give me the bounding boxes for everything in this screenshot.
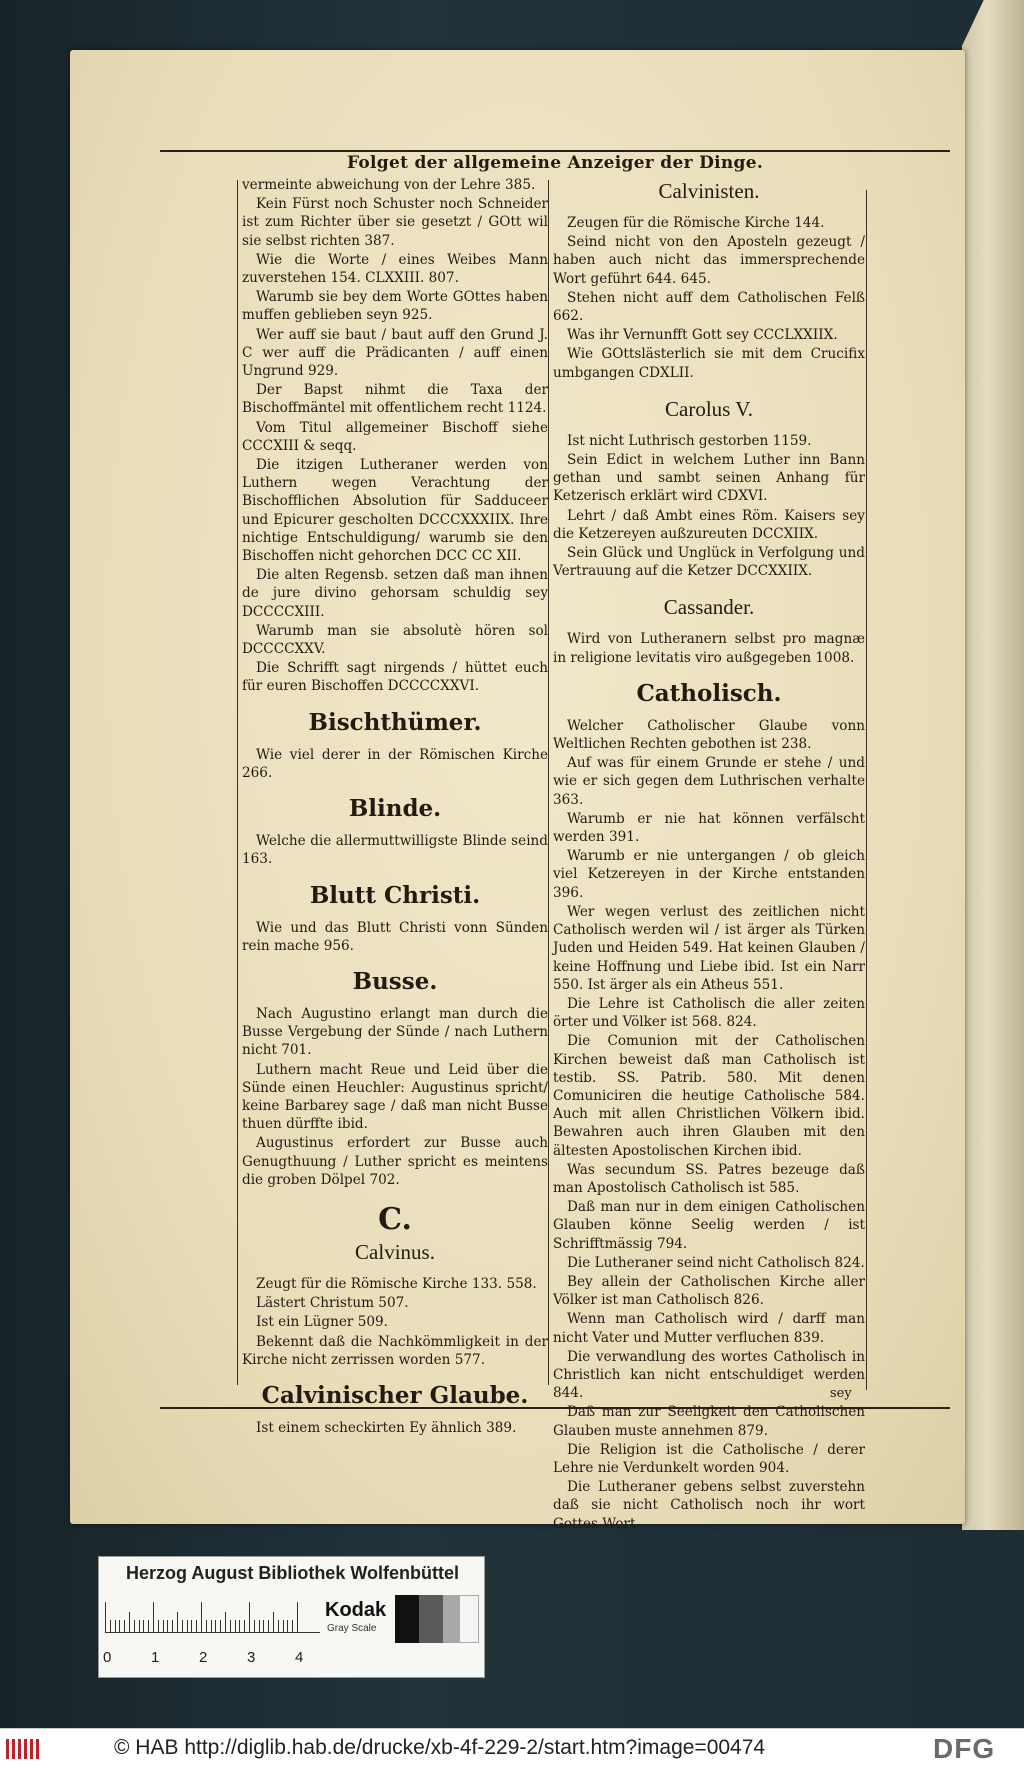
ruler-tick [287,1620,288,1632]
index-entry: Wer auff sie baut / baut auff den Grund J. C wer auff die Prädicanten / auff einen Ungrund 929. [242,326,548,380]
ruler-tick [105,1602,106,1632]
ruler-tick [211,1620,212,1632]
index-entry: vermeinte abweichung von der Lehre 385. [242,177,536,193]
index-entry: Lästert Christum 507. [256,1295,409,1312]
section-heading: Busse. [352,967,438,995]
section-heading: Cassander. [663,595,755,620]
ruler-tick [259,1620,260,1632]
ruler-tick [292,1620,293,1632]
ruler-tick [187,1620,188,1632]
ruler-tick [244,1620,245,1632]
index-entry: Wer wegen verlust des zeitlichen nicht Catholisch werden wil / ist ärger als Türken Juden und Heiden 549. Hat keinen Glauben / keine Hoffnung und Liebe ibid. Ist ein Narr 550. Ist ärger als ein Atheus 551. [553,903,865,993]
ruler-tick [225,1612,226,1632]
index-entry: Wenn man Catholisch wird / darff man nicht Vater und Mutter verfluchen 839. [553,1311,865,1346]
section-heading: Bischthümer. [308,708,482,736]
ruler-label: 1 [151,1649,160,1666]
index-entry: Die itzigen Lutheraner werden von Luthern wegen Verachtung der Bischofflichen Absolution für Sadduceer und Epicurer gescholten DCCCXXXIIX. Ihre nichtige Entschuldigung/ warumb sie den Bischoffen nicht gehorchen DCC CC XII. [242,457,548,565]
index-entry: Luthern macht Reue und Leid über die Sünde einen Heuchler: Augustinus spricht/ keine Barbarey sage / daß man nicht Busse thuen dürffte ibid. [242,1061,548,1133]
index-entry: Zeugen für die Römische Kirche 144. [567,215,825,231]
ruler-tick [110,1620,111,1632]
section-heading: Carolus V. [665,396,753,421]
hab-logo-icon [4,1736,44,1762]
index-entry: Die Lehre ist Catholisch die aller zeiten örter und Völker ist 568. 824. [553,995,865,1031]
kodak-logo: Kodak [325,1599,387,1621]
index-entry: Was secundum SS. Patres bezeuge daß man Apostolisch Catholisch ist 585. [553,1161,865,1196]
index-entry: Welche die allermuttwilligste Blinde seind 163. [242,833,548,868]
ruler-tick [143,1620,144,1632]
copyright-link[interactable]: © HAB http://diglib.hab.de/drucke/xb-4f-229-2/start.htm?image=00474 [114,1736,766,1759]
index-entry: Wie die Worte / eines Weibes Mann zuverstehen 154. CLXXIII. 807. [242,251,548,287]
index-entry: Die Comunion mit der Catholischen Kirchen beweist daß man Catholisch ist testib. SS. Patrib. 580. Mit denen Comuniciren die heutige Catholische 584. Auch mit allen Christlichen Völkern ibid. Bewahren auch ihren Glauben mit den ältesten Apostolischen Kirchen ibid. [553,1033,865,1159]
section-heading: Calvinisten. [658,179,760,203]
index-entry: Wie viel derer in der Römischen Kirche 266. [242,746,548,781]
index-entry: Nach Augustino erlangt man durch die Busse Vergebung der Sünde / nach Luthern nicht 701. [242,1005,548,1059]
index-entry: Die Lutheraner gebens selbst zuverstehn daß sie nicht Catholisch noch ihr wort Gottes Wort [553,1479,865,1532]
section-heading: Blinde. [348,795,442,823]
index-entry: Warumb man sie absolutè hören sol DCCCCXXV. [242,622,548,658]
index-entry: Warumb er nie hat können verfälscht werden 391. [553,810,865,846]
index-entry: Bey allein der Catholischen Kirche aller Völker ist man Catholisch 826. [553,1273,865,1309]
index-entry: Lehrt / daß Ambt eines Röm. Kaisers sey die Ketzereyen außzureuten DCCXIIX. [553,507,865,542]
ruler-tick [124,1620,125,1632]
ruler-tick [148,1620,149,1632]
ruler-tick [163,1620,164,1632]
ruler-label: 3 [247,1649,256,1666]
ruler-tick [249,1602,250,1632]
ruler-tick [283,1620,284,1632]
column-rule-right [866,190,867,1390]
index-entry: Die Schrifft sagt nirgends / hüttet euch für euren Bischoffen DCCCCXXVI. [242,660,548,695]
ruler-tick [206,1620,207,1632]
ruler-tick [239,1620,240,1632]
kodak-subtitle: Gray Scale [327,1623,377,1634]
index-entry: Augustinus erfordert zur Busse auch Genugthuung / Luther spricht es meintens die groben Dölpel 702. [242,1135,548,1188]
index-entry: Wie GOttslästerlich sie mit dem Crucifix umbgangen CDXLII. [553,346,865,381]
index-entry: Bekennt daß die Nachkömmligkeit in der Kirche nicht zerrissen worden 577. [242,1333,548,1368]
index-entry: Die Lutheraner seind nicht Catholisch 824. [567,1254,865,1271]
ruler-label: 2 [199,1649,208,1666]
index-entry: Sein Glück und Unglück in Verfolgung und Vertrauung auf die Ketzer DCCXXIIX. [553,545,865,580]
catchword: sey [830,1386,852,1401]
gray-swatch-dark [419,1595,443,1643]
ruler-tick [191,1620,192,1632]
ruler-tick [139,1620,140,1632]
ruler-tick [278,1620,279,1632]
section-heading: Blutt Christi. [309,881,481,909]
ruler-tick [254,1620,255,1632]
index-entry: Ist einem scheckirten Ey ähnlich 389. [256,1419,517,1436]
ruler-label: 4 [295,1649,304,1666]
index-entry: Der Bapst nihmt die Taxa der Bischoffmäntel mit offentlichem recht 1124. [242,382,548,417]
ruler-tick [129,1612,130,1632]
section-heading: Calvinus. [355,1239,435,1264]
index-entry: Sein Edict in welchem Luther inn Bann gethan und sambt seinen Anhang für Ketzerisch erklärt wird CDXVI. [553,452,865,505]
index-entry: Seind nicht von den Aposteln gezeugt / haben auch nicht das immersprechende Wort geführt 644. 645. [553,234,865,287]
ruler-tick [268,1620,269,1632]
ruler-tick [235,1620,236,1632]
ruler-tick [167,1620,168,1632]
index-entry: Die alten Regensb. setzen daß man ihnen de jure divino gehorsam schuldig sey DCCCCXIII. [242,567,548,620]
column-rule-left [237,180,238,1385]
column-rule-middle [548,180,549,1385]
ruler-tick [177,1612,178,1632]
footer-rule [160,1407,950,1409]
index-entry: Ist ein Lügner 509. [256,1314,388,1331]
color-calibration-strip [98,1556,485,1678]
index-entry: Kein Fürst noch Schuster noch Schneider ist zum Richter über sie gesetzt / GOtt wil sie selbst richten 387. [242,196,548,249]
ruler-tick [153,1602,154,1632]
index-entry: Daß man zur Seeligkeit den Catholischen Glauben muste annehmen 879. [553,1404,865,1439]
index-entry: Welcher Catholischer Glaube vonn Weltlichen Rechten gebothen ist 238. [553,717,865,753]
ruler-tick [119,1620,120,1632]
index-entry: Ist nicht Luthrisch gestorben 1159. [567,432,812,449]
ruler-tick [230,1620,231,1632]
index-entry: Auf was für einem Grunde er stehe / und wie er sich gegen dem Luthrischen verhalte 363. [553,755,865,808]
index-entry: Warumb er nie untergangen / ob gleich viel Ketzereyen in der Kirche entstanden 396. [553,848,865,901]
ruler-tick [196,1620,197,1632]
section-letter: C. [378,1201,412,1237]
index-column-left [242,176,548,1438]
ruler-tick [158,1620,159,1632]
index-entry: Warumb sie bey dem Worte GOttes haben muffen geblieben seyn 925. [242,289,548,324]
ruler-tick [134,1620,135,1632]
scale-ruler [105,1597,320,1633]
index-entry: Vom Titul allgemeiner Bischoff siehe CCCXIII & seqq. [242,419,548,454]
index-column-right [553,176,865,1534]
index-entry: Wird von Lutheranern selbst pro magnæ in religione levitatis viro außgegeben 1008. [553,631,865,666]
ruler-tick [201,1602,202,1632]
ruler-tick [215,1620,216,1632]
library-name: Herzog August Bibliothek Wolfenbüttel [126,1563,459,1583]
ruler-tick [115,1620,116,1632]
ruler-tick [220,1620,221,1632]
next-page-edge [962,0,1024,1530]
ruler-tick [273,1612,274,1632]
index-entry: Die Religion ist die Catholische / derer Lehre nie Verdunkelt worden 904. [553,1441,865,1476]
ruler-tick [297,1602,298,1632]
section-heading: Catholisch. [636,679,782,707]
index-entry: Was ihr Vernunfft Gott sey CCCLXXIIX. [567,327,838,344]
ruler-tick [182,1620,183,1632]
index-entry: Die verwandlung des wortes Catholisch in Christlich kan nicht entschuldiget werden 844. [553,1348,865,1402]
ruler-label: 0 [103,1649,112,1666]
viewer-footer [0,1728,1024,1767]
index-entry: Zeugt für die Römische Kirche 133. 558. [256,1275,537,1292]
ruler-tick [263,1620,264,1632]
gray-swatch-white [459,1595,479,1643]
dfg-logo: DFG [933,1733,996,1764]
gray-swatch-black [395,1595,419,1643]
section-heading: Calvinischer Glaube. [261,1381,529,1409]
running-head: Folget der allgemeine Anzeiger der Dinge. [346,153,764,173]
index-entry: Wie und das Blutt Christi vonn Sünden rein mache 956. [242,919,548,954]
index-entry: Daß man nur in dem einigen Catholischen Glauben könne Seelig werden / ist Schrifftmässig 794. [553,1199,865,1252]
index-entry: Stehen nicht auff dem Catholischen Felß 662. [553,289,865,325]
ruler-tick [172,1620,173,1632]
